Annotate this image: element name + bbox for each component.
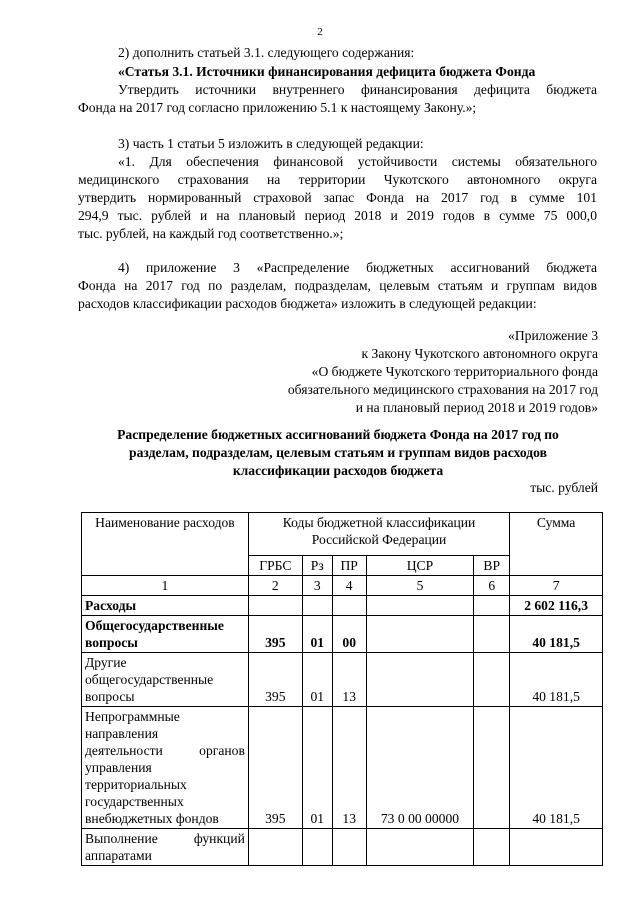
paragraph-line: Утвердить источники внутреннего финансирования дефицита бюджета [118,82,597,97]
row-name-line: Другие [85,655,127,670]
row-name-cell [82,653,249,707]
column-number: 4 [332,576,366,596]
row-pr-cell: 13 [332,707,366,829]
appendix-ref-line: к Закону Чукотского автономного округа [361,346,598,361]
row-name-line: Непрограммные [85,709,180,724]
row-name-line: деятельности органов [85,743,245,758]
paragraph-item-3: 3) часть 1 статьи 5 изложить в следующей редакции: [118,136,424,151]
row-sum-cell: 2 602 116,3 [510,596,603,616]
row-rz-cell: 01 [302,616,332,653]
header-pr: ПР [332,556,366,576]
row-vr-cell [474,707,510,829]
article-heading: «Статья 3.1. Источники финансирования дефицита бюджета Фонда [118,64,536,79]
row-rz-cell: 01 [302,653,332,707]
row-name-line: управления [85,760,152,775]
column-number: 7 [510,576,603,596]
table-row [82,707,603,829]
row-name-line: внебюджетных фондов [85,811,219,826]
row-vr-cell [474,829,510,866]
row-csr-cell [366,596,474,616]
appendix-ref-line: и на плановый период 2018 и 2019 годов» [355,400,598,415]
row-vr-cell [474,653,510,707]
row-name-cell [82,616,249,653]
row-pr-cell [332,829,366,866]
column-number-row [82,576,603,596]
paragraph-line: «1. Для обеспечения финансовой устойчивости системы обязательного [118,154,597,169]
column-number: 5 [366,576,474,596]
table-title [78,426,598,480]
row-grbs-cell [248,596,302,616]
table-header-row [82,513,603,556]
row-rz-cell: 01 [302,707,332,829]
row-sum-cell [510,829,603,866]
table-row [82,596,603,616]
header-sum: Сумма [510,513,603,576]
row-name-line: направления [85,726,159,741]
row-csr-cell [366,829,474,866]
row-csr-cell [366,616,474,653]
row-csr-cell: 73 0 00 00000 [366,707,474,829]
column-number: 3 [302,576,332,596]
paragraph-line: расходов классификации расходов бюджета» изложить в следующей редакции: [78,296,537,311]
header-name: Наименование расходов [82,513,249,576]
paragraph-line: медицинского страхования на территории Чукотского автономного округа [78,172,597,187]
row-sum-cell: 40 181,5 [510,616,603,653]
row-name-line: аппаратами [85,848,152,863]
row-name-line: Выполнение функций [85,831,245,846]
row-rz-cell [302,596,332,616]
row-vr-cell [474,616,510,653]
row-vr-cell [474,596,510,616]
row-sum-cell: 40 181,5 [510,707,603,829]
row-grbs-cell [248,829,302,866]
paragraph-line: утвердить нормированный страховой запас Фонда на 2017 год в сумме 101 [78,190,597,205]
row-name-line: Расходы [85,598,137,613]
row-grbs-cell: 395 [248,616,302,653]
header-csr: ЦСР [366,556,474,576]
appendix-ref-line: «Приложение 3 [508,328,598,343]
paragraph-line: Фонда на 2017 год согласно приложению 5.1 к настоящему Закону.»; [78,100,477,115]
paragraph-line: 294,9 тыс. рублей и на плановый период 2018 и 2019 годов в сумме 75 000,0 [78,208,597,223]
row-pr-cell [332,596,366,616]
row-name-cell [82,596,249,616]
paragraph-line: Фонда на 2017 год по разделам, подразделам, целевым статьям и группам видов [78,278,597,293]
page-number: 2 [317,26,323,38]
paragraph-item-4: 4) приложение 3 «Распределение бюджетных ассигнований бюджета [118,260,597,275]
row-name-line: территориальных [85,777,187,792]
table-body [82,596,603,866]
row-name-cell [82,829,249,866]
table-row [82,829,603,866]
table-row [82,653,603,707]
table-title-line: классификации расходов бюджета [232,463,444,478]
row-csr-cell [366,653,474,707]
column-number: 6 [474,576,510,596]
table-row [82,616,603,653]
row-name-line: общегосударственные [85,672,214,687]
paragraph-line: тыс. рублей, на каждый год соответственно.»; [78,226,344,241]
header-grbs: ГРБС [248,556,302,576]
row-grbs-cell: 395 [248,653,302,707]
row-pr-cell: 00 [332,616,366,653]
header-vr: ВР [474,556,510,576]
appendix-ref-line: «О бюджете Чукотского территориального фонда [311,364,598,379]
row-name-line: государственных [85,794,184,809]
row-pr-cell: 13 [332,653,366,707]
row-sum-cell: 40 181,5 [510,653,603,707]
table-title-line: разделам, подразделам, целевым статьям и группам видов расходов [129,445,547,460]
column-number: 2 [248,576,302,596]
row-name-line: вопросы [85,635,138,650]
table-title-line: Распределение бюджетных ассигнований бюджета Фонда на 2017 год по [117,427,559,442]
column-number: 1 [82,576,249,596]
row-grbs-cell: 395 [248,707,302,829]
row-name-line: вопросы [85,689,135,704]
header-rz: Рз [302,556,332,576]
units-label: тыс. рублей [530,480,598,495]
header-codes: Коды бюджетной классификации Российской Федерации [248,513,509,556]
paragraph-item-2: 2) дополнить статьей 3.1. следующего содержания: [118,45,415,60]
row-rz-cell [302,829,332,866]
appendix-ref-line: обязательного медицинского страхования на 2017 год [287,382,598,397]
budget-table [81,512,603,866]
row-name-line: Общегосударственные [85,618,224,633]
row-name-cell [82,707,249,829]
